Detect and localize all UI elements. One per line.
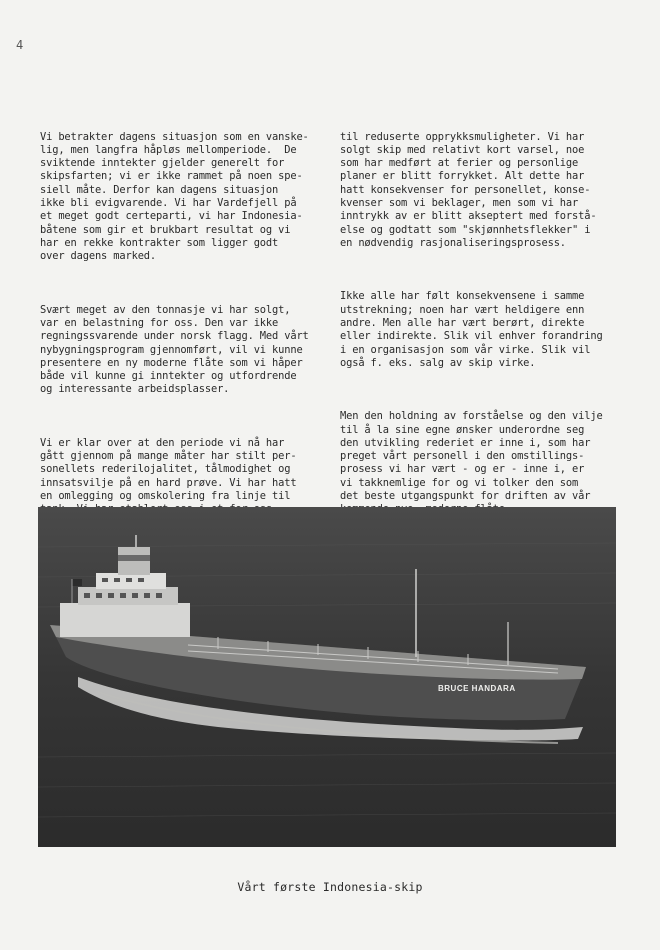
paragraph: Men den holdning av forståelse og den vilje til å la sine egne ønsker underordne seg den utvikling rederiet er inne i, som har preget vårt personell i den omstillings- prosess vi har vært - og er - inne i, er vi takknemlige for og vi tolker den som det beste utgangspunkt for driften av vår bbox=[340, 410, 603, 503]
flag bbox=[72, 579, 82, 586]
page-number: 4 bbox=[16, 38, 24, 52]
paragraph: til reduserte opprykksmuligheter. Vi har solgt skip med relativt kort varsel, noe som har medført at ferier og personlige planer er blitt forrykket. Alt dette har hatt konsekvenser for personellet, konse- kvenser som vi beklager, men som vi har inntrykk av er blitt akseptert med forstå- else og godtatt som "skjønnhetsflekker" i en nødvendig rasjonaliseringsprosess. bbox=[340, 130, 597, 249]
paragraph: Vi betrakter dagens situasjon som en vanske- lig, men langfra håpløs mellomperiode. De sviktende inntekter gjelder generelt for skipsfarten; vi er ikke rammet på noen spe- siell måte. Derfor kan dagens situasjon ikke bli evigvarende. Vi har Vardefjell på et meget godt certeparti, vi har Indonesia- båtene som gir et brukbart resultat og vi har en rekke kontrakter som ligger godt over dagens marked. bbox=[40, 130, 309, 263]
ship-name-label: BRUCE HANDARA bbox=[438, 684, 516, 693]
paragraph: Svært meget av den tonnasje vi har solgt, var en belastning for oss. Den var ikke regningssvarende under norsk flagg. Med vårt nybygningsprogram gjennomført, vil vi kunne presentere en ny moderne flåte som vi håper både vil kunne gi inntekter og utfordrende og interessante arbeidsplasser. bbox=[40, 303, 309, 396]
left-text-column bbox=[40, 104, 336, 570]
ship-photo bbox=[38, 507, 616, 847]
photo-caption: Vårt første Indonesia-skip bbox=[237, 880, 423, 894]
ship-superstructure bbox=[60, 603, 190, 637]
paragraph: Vi er klar over at den periode vi nå har gått gjennom på mange måter har stilt per- sonellets rederilojalitet, tålmodighet og innsatsvilje på en hard prøve. Vi har hatt en omlegging og omskolering fra linje til bbox=[40, 436, 297, 503]
paragraph: Ikke alle har følt konsekvensene i samme utstrekning; noen har vært heldigere enn andre. Men alle har vært berørt, direkte eller indirekte. Slik vil enhver forandring i en organisasjon som vår virke. Slik vil også f. eks. salg av skip virke. bbox=[340, 290, 603, 369]
